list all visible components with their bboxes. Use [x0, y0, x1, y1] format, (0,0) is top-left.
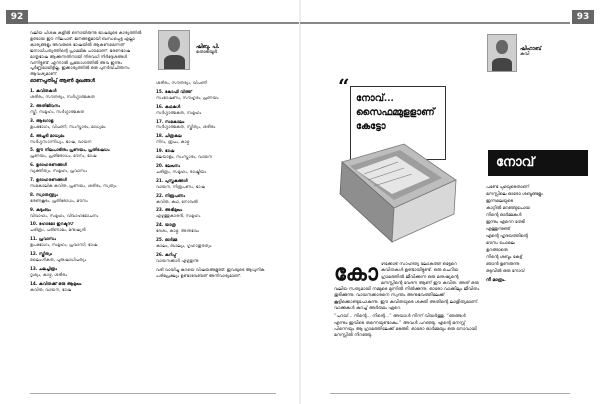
poem-line: നിന്റെ ഓര്‍മ്മകള്‍ — [486, 213, 522, 218]
list-item-subtitle: ഉപഭോഗം, സമൂഹം, പ്രവാസി, ഭാഷ — [30, 242, 98, 248]
list-item — [156, 133, 276, 145]
list-item — [30, 281, 146, 293]
list-item-subtitle: ഉപഭോഗം, വിപണി, സംസ്കാരം, മാധ്യമം — [30, 123, 106, 129]
page-number-right: 93 — [572, 10, 594, 24]
poem-line: കാറ്റില്‍ മറഞ്ഞുപോയ — [486, 206, 530, 211]
drop-cap: കോ — [334, 262, 378, 286]
list-item-subtitle: കവിത, കഥ, നോവല്‍ — [156, 198, 198, 204]
quote-mark: “ — [338, 74, 350, 98]
poem-title: നോവ് — [488, 150, 588, 176]
list-item-subtitle: ശരീരം, സൗന്ദര്യം, സര്‍ഗ്ഗാത്മകത — [30, 94, 95, 100]
magazine-illustration — [334, 122, 460, 254]
topic-list — [30, 88, 146, 292]
list-item-subtitle: മലയാളം, സംസ്കാരം, വായന — [156, 154, 213, 160]
article-paragraph-2: “പറയ്... നിന്റെ... നിന്റെ...” അയാള്‍ നിന്ന് വിയര്‍ത്തു. “ഞങ്ങള്‍ എന്നും ഇവിടെ തന്നെയുണ്ടാകും.” അവള്‍ പറഞ്ഞു. എന്റെ മനസ്സ് പിന്നെയും ആ ഗ്രാമത്തിലേക്ക് മടങ്ങി. ഓരോ ഓര്‍മ്മയും ഒരു നോവായി മനസ്സില്‍ നിറഞ്ഞു. — [334, 314, 477, 339]
list-item-subtitle: നിറം, രൂപം, കാഴ്ച — [156, 139, 190, 145]
article-paragraph-1: ഴിക്കോട് സാഹിത്യ ലോകത്ത് ഒട്ടേറെ കവിതകള്‍ ഉണ്ടായിട്ടുണ്ട്. ഒരു ചെറിയ ഗ്രാമത്തില്‍ ജീവിക്കുന്ന ഒരു മനുഷ്യന്റെ മനസ്സിന്റെ വേദന ആണ് ഈ കവിത. അത് ഒരു വലിയ സത്യമായി നമ്മുടെ മുന്നില്‍ നില്‍ക്കുന്നു. ഓരോ വാക്കിലും ജീവിതം തുടിക്കുന്നു. വായനക്കാരനെ സ്വന്തം അനുഭവത്തിലേക്ക് കൂട്ടിക്കൊണ്ടുപോകുന്നു. ഈ കവിതയുടെ ശക്തി അതിന്റെ ലാളിത്യമാണ്. വാക്കുകള്‍ കുറച്ച് അര്‍ത്ഥം ഏറെ. — [334, 262, 480, 312]
list-item-title: 24. യാത്ര — [156, 222, 176, 228]
left-column-1 — [30, 30, 146, 394]
poem-line: എത്തുന്നുണ്ട് — [486, 227, 511, 232]
left-column-2 — [156, 80, 276, 388]
list-item-subtitle: ഭരണകൂടം, പ്രതിരോധം, മൗനം — [30, 197, 88, 203]
poem-lines — [486, 184, 584, 275]
topic-list-continued — [156, 80, 276, 264]
header-rule-right — [300, 22, 570, 24]
list-item-title: 8. സ്വാതന്ത്ര്യം — [30, 191, 58, 197]
list-item — [156, 193, 276, 205]
poem-line: ഒടുവില്‍ ഒരു നോവ് — [486, 269, 525, 274]
list-item-subtitle: പ്രണയം, പ്രതിരോധം, മൗനം, ഭാഷ — [30, 153, 97, 159]
list-item — [30, 177, 146, 189]
poem-line: മനസ്സിലെ ഓരോ ശബ്ദങ്ങളും — [486, 192, 543, 197]
list-item-subtitle: ദൃശ്യം, കാഴ്ച, ശരീരം — [30, 271, 67, 277]
header-rule-left — [28, 22, 300, 24]
list-item — [156, 207, 276, 219]
list-item-title: 6. ഉദാഹരണങ്ങള്‍ — [30, 162, 68, 168]
closing-paragraph: വരി വായിച്ചു കുറയെ വിഷയങ്ങളുണ്ട്. ഇവയുടെ ആധുനിക പരിപ്രേക്ഷ്യം ഉണ്ടാവേണ്ടത് അനിവാര്യമാണ്. — [156, 266, 265, 278]
poem-line: പണ്ടേ പുഴയുടെതാണ് — [486, 185, 529, 190]
list-item — [156, 252, 276, 264]
list-item-subtitle: സര്‍ഗ്ഗാത്മകത, സ്ത്രീത്വം, ശരീരം — [156, 124, 216, 130]
list-item-title: 12. സ്ത്രീത്വം — [30, 251, 53, 257]
quote-line-2: സൈഫമ്മുളളാണ് — [356, 107, 435, 118]
poem-line: ഇന്നലെയുടെ — [486, 199, 513, 204]
list-item — [156, 163, 276, 175]
list-item-subtitle: സര്‍ഗ്ഗസാന്നിധ്യം, ഭാഷ, വായന — [30, 138, 92, 144]
poem-line: ഉറങ്ങാതെ — [486, 248, 508, 253]
poem-line: നിന്റെ ശബ്ദം കേട്ട് — [486, 255, 523, 260]
list-item — [30, 88, 146, 100]
list-item-title: 18. ചിത്രകല — [156, 133, 182, 139]
footer-rule-right — [330, 393, 570, 394]
list-item-title: 15. കോഫി വിത്ത് — [156, 88, 192, 94]
byline-name: ഷിബു. പി. — [196, 44, 220, 50]
article-body — [334, 262, 480, 396]
list-item-subtitle: എഴുത്തുകാരന്‍, സമൂഹം — [156, 213, 201, 219]
section-heading: ഓണപ്പതിപ്പ് ആണ്‍ മുഖങ്ങള്‍ — [30, 78, 96, 85]
quote-line-3: കേട്ടോ — [356, 121, 386, 132]
list-item-title: 7. ഉദാഹരണങ്ങള്‍ — [30, 177, 68, 183]
list-item — [30, 103, 146, 115]
footer-rule-left — [30, 393, 276, 394]
author-photo-left — [158, 30, 190, 70]
list-item — [30, 236, 146, 248]
list-item-subtitle: സര്‍ഗ്ഗാത്മകത, സമൂഹം — [156, 109, 202, 115]
page-number-left: 92 — [6, 10, 28, 24]
list-item-title: 22. നിരൂപണം — [156, 192, 186, 198]
list-item-title: 9. കുടുംബം — [30, 206, 51, 212]
list-item-subtitle: സ്ത്രീ, സമൂഹം, സര്‍ഗ്ഗാത്മകത — [30, 108, 85, 114]
list-item-title: 3. ആഗോള — [30, 117, 54, 123]
list-item — [30, 192, 146, 204]
list-item — [30, 266, 146, 278]
list-item — [30, 133, 146, 145]
byline-name-right: ഷിഹാബ് — [520, 46, 542, 52]
list-item-title: 21. പുസ്തകങ്ങള്‍ — [156, 177, 188, 183]
list-item-subtitle: ചരിത്രം, പരിണാമം, മനുഷ്യന്‍ — [30, 227, 86, 233]
list-item-title: 10. ഹോമോ ഇറക്ടസ് — [30, 221, 74, 227]
list-item — [156, 178, 276, 190]
list-item-subtitle: ദേശം, കാഴ്ച, അനുഭവം — [156, 228, 200, 234]
list-item — [156, 89, 276, 101]
list-item-title: 26. കുറിപ്പ് — [156, 251, 177, 257]
list-item-title: 20. ലേഖനം — [156, 162, 181, 168]
list-item — [30, 251, 146, 263]
list-item-title: 14. കവിതക്ക് ഒരു ആമുഖം — [30, 280, 82, 286]
author-photo-right — [487, 34, 517, 72]
list-item-title: 13. ചലച്ചിത്രം — [30, 265, 57, 271]
poem-line: മൗനം പോലെ — [486, 241, 515, 246]
list-item-title: 4. അച്ചടി മാധ്യമം — [30, 132, 65, 138]
list-item-title: 2. അതിജീവനം — [30, 102, 60, 108]
byline-role: തൊടിയൂര്‍ — [196, 50, 217, 55]
quote-line-1: നോവ്... — [356, 93, 394, 104]
list-item — [30, 147, 146, 159]
intro-paragraph: വലിയ പിശകു കളില്‍ ഒന്നായിരുന്നു ഭാഷയുടെ കാര്യത്തില്‍ ഉണ്ടായ ഈ നിലപാട്. ജനങ്ങളുമായി ബന്ധപ്പെട്ട എല്ലാ കാര്യങ്ങളും അവരുടെ ഭാഷയില്‍ ആകണമെന്നത് ജനാധിപത്യത്തിന്റെ പ്രാഥമിക പാഠമാണ്. ഭരണഭാഷ മാതൃഭാഷ ആക്കുന്നതിനായി നിരവധി നിര്‍ദ്ദേശങ്ങള്‍ വന്നിട്ടുണ്ട്. എന്നാല്‍ പ്രയോഗത്തില്‍ അവ ഇന്നും പൂര്‍ണ്ണമായിട്ടില്ല. ഇക്കാര്യത്തില്‍ ഒരു പുനര്‍വിചിന്തനം ആവശ്യമാണ്. — [30, 30, 142, 77]
list-item-title: 17. സമകാലം — [156, 118, 185, 124]
list-item — [156, 222, 276, 234]
list-item-subtitle: ശരീരം, സൗന്ദര്യം, വിപണി — [156, 80, 208, 85]
list-item — [30, 221, 146, 233]
list-item-subtitle: ലൈംഗികത, പുരുഷാധിപത്യം — [30, 257, 87, 262]
list-item — [156, 119, 276, 131]
list-item-subtitle: വ്യക്തിത്വം, സമൂഹം, പ്രവാസം — [30, 168, 88, 174]
list-item-subtitle: സംഭാഷണം, സൗഹൃദം, പ്രണയം — [156, 94, 219, 100]
poem-ending: നീ മാത്രം. — [486, 278, 506, 283]
byline-right — [520, 46, 570, 58]
list-item-title: 16. കഥകള്‍ — [156, 103, 181, 109]
list-item-subtitle: കാലം, ബാല്യം, ഗൃഹാതുരത്വം — [156, 242, 212, 248]
list-item — [156, 237, 276, 249]
list-item — [156, 148, 276, 160]
list-item — [30, 118, 146, 130]
list-item — [30, 162, 146, 174]
list-item — [30, 207, 146, 219]
list-item-title: 25. ഓര്‍മ്മ — [156, 237, 178, 243]
list-item-title: 5. ഈ നിലപാടിനും പ്രണയം, പ്രതിഷേധം — [30, 147, 110, 153]
poem-line: ഇന്നും എന്നെ തേടി — [486, 220, 525, 225]
list-item — [156, 104, 276, 116]
list-item-subtitle: വായനക്കാര്‍ എഴുതുന്നു — [156, 257, 199, 263]
list-item-subtitle: ചരിത്രം, സമൂഹം, രാഷ്ട്രീയം — [156, 168, 207, 174]
list-item-title: 1. കവിതകള്‍ — [30, 88, 57, 94]
poem — [486, 184, 584, 284]
list-item-title: 19. ഭാഷ — [156, 148, 175, 154]
list-item — [156, 80, 276, 86]
list-item-title: 11. പ്രവാസം — [30, 236, 57, 242]
poem-line: ഞാന്‍ ഉണരുന്നു — [486, 262, 520, 267]
poem-line: എന്റെ ഹൃദയത്തിന്റെ — [486, 234, 528, 239]
list-item-subtitle: സമകാലിക കവിത, പ്രണയം, ശരീരം, സ്വത്വം — [30, 182, 117, 188]
list-item-subtitle: വായന, നിരൂപണം, ഭാഷ — [156, 183, 205, 189]
list-item-subtitle: കവിത, വായന, ഭാഷ — [30, 286, 72, 292]
list-item-title: 23. അഭിമുഖം — [156, 207, 183, 213]
list-item-subtitle: വിവാഹം, സമൂഹം, വിവാഹമോചനം — [30, 212, 99, 218]
byline-left — [196, 44, 256, 56]
byline-role-right: കവി — [520, 52, 530, 57]
